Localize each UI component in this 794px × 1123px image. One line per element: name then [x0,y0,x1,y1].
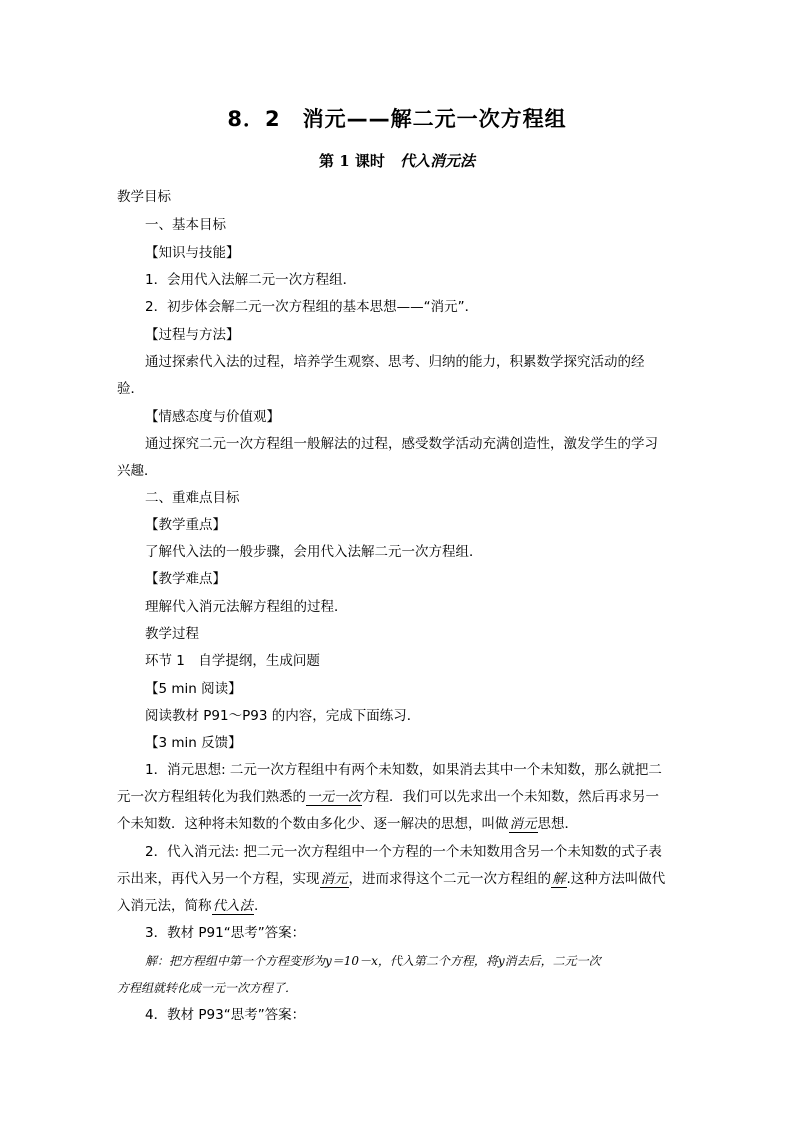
difficulty-text: 理解代入消元法解方程组的过程． [145,599,348,615]
attitude-text-line-1: 通过探究二元一次方程组一般解法的过程，感受数学活动充满创造性，激发学生的学习 [145,436,658,452]
attitude-text-line-2: 兴趣． [117,463,158,479]
feedback-time-label: 【3 min 反馈】 [145,735,242,751]
reading-instruction: 阅读教材 P91～P93 的内容，完成下面练习． [145,708,421,724]
item-4-heading: 4．教材 P93“思考”答案： [145,1007,306,1023]
item-3-heading: 3．教材 P91“思考”答案： [145,925,306,941]
section-heading-objectives: 教学目标 [117,189,171,205]
stage-1-heading: 环节 1 自学提纲，生成问题 [145,653,320,669]
item-3-answer-line-2: 方程组就转化成一元一次方程了． [117,981,298,995]
subheading-knowledge: 【知识与技能】 [145,245,240,261]
lesson-topic: 代入消元法 [399,152,475,170]
subheading-attitude: 【情感态度与价值观】 [145,409,280,425]
answer-blank: 解 [552,871,566,887]
item-2-line-1: 2．代入消元法: 把二元一次方程组中一个方程的一个未知数用含另一个未知数的式子表 [145,844,662,860]
section-teaching-process: 教学过程 [145,626,199,642]
answer-blank: 消元 [320,871,348,887]
subheading-difficulty: 【教学难点】 [145,571,226,587]
goal-item-1: 1．会用代入法解二元一次方程组． [145,272,357,288]
subheading-key-point: 【教学重点】 [145,517,226,533]
item-2-line-2: 示出来，再代入另一个方程，实现消元，进而求得这个二元一次方程组的解.这种方法叫做代 [117,871,666,887]
answer-blank: 代入法 [212,898,253,914]
subheading-process: 【过程与方法】 [145,327,240,343]
goal-item-2: 2．初步体会解二元一次方程组的基本思想——“消元”． [145,299,479,315]
lesson-number: 第 1 课时 [319,152,385,170]
section-basic-goals: 一、基本目标 [145,217,226,233]
section-key-difficult: 二、重难点目标 [145,490,240,506]
item-1-line-3: 个未知数．这种将未知数的个数由多化少、逐一解决的思想，叫做消元思想． [117,816,578,832]
answer-blank: 消元 [509,816,537,832]
item-1-line-1: 1．消元思想: 二元一次方程组中有两个未知数，如果消去其中一个未知数，那么就把二 [145,762,662,778]
process-text-line-1: 通过探索代入法的过程，培养学生观察、思考、归纳的能力，积累数学探究活动的经 [145,354,645,370]
page-title: 8．2 消元——解二元一次方程组 [227,107,567,131]
item-3-answer-line-1: 解：把方程组中第一个方程变形为y＝10－x，代入第二个方程，将y消去后，二元一次 [145,954,601,968]
key-point-text: 了解代入法的一般步骤，会用代入法解二元一次方程组． [145,544,483,560]
answer-blank: 一元一次 [307,789,361,805]
process-text-line-2: 验． [117,381,144,397]
lesson-subtitle [0,150,794,171]
item-2-line-3: 入消元法，简称代入法. [117,898,259,914]
item-1-line-2: 元一次方程组转化为我们熟悉的一元一次方程．我们可以先求出一个未知数，然后再求另一 [117,789,659,805]
reading-time-label: 【5 min 阅读】 [145,681,242,697]
